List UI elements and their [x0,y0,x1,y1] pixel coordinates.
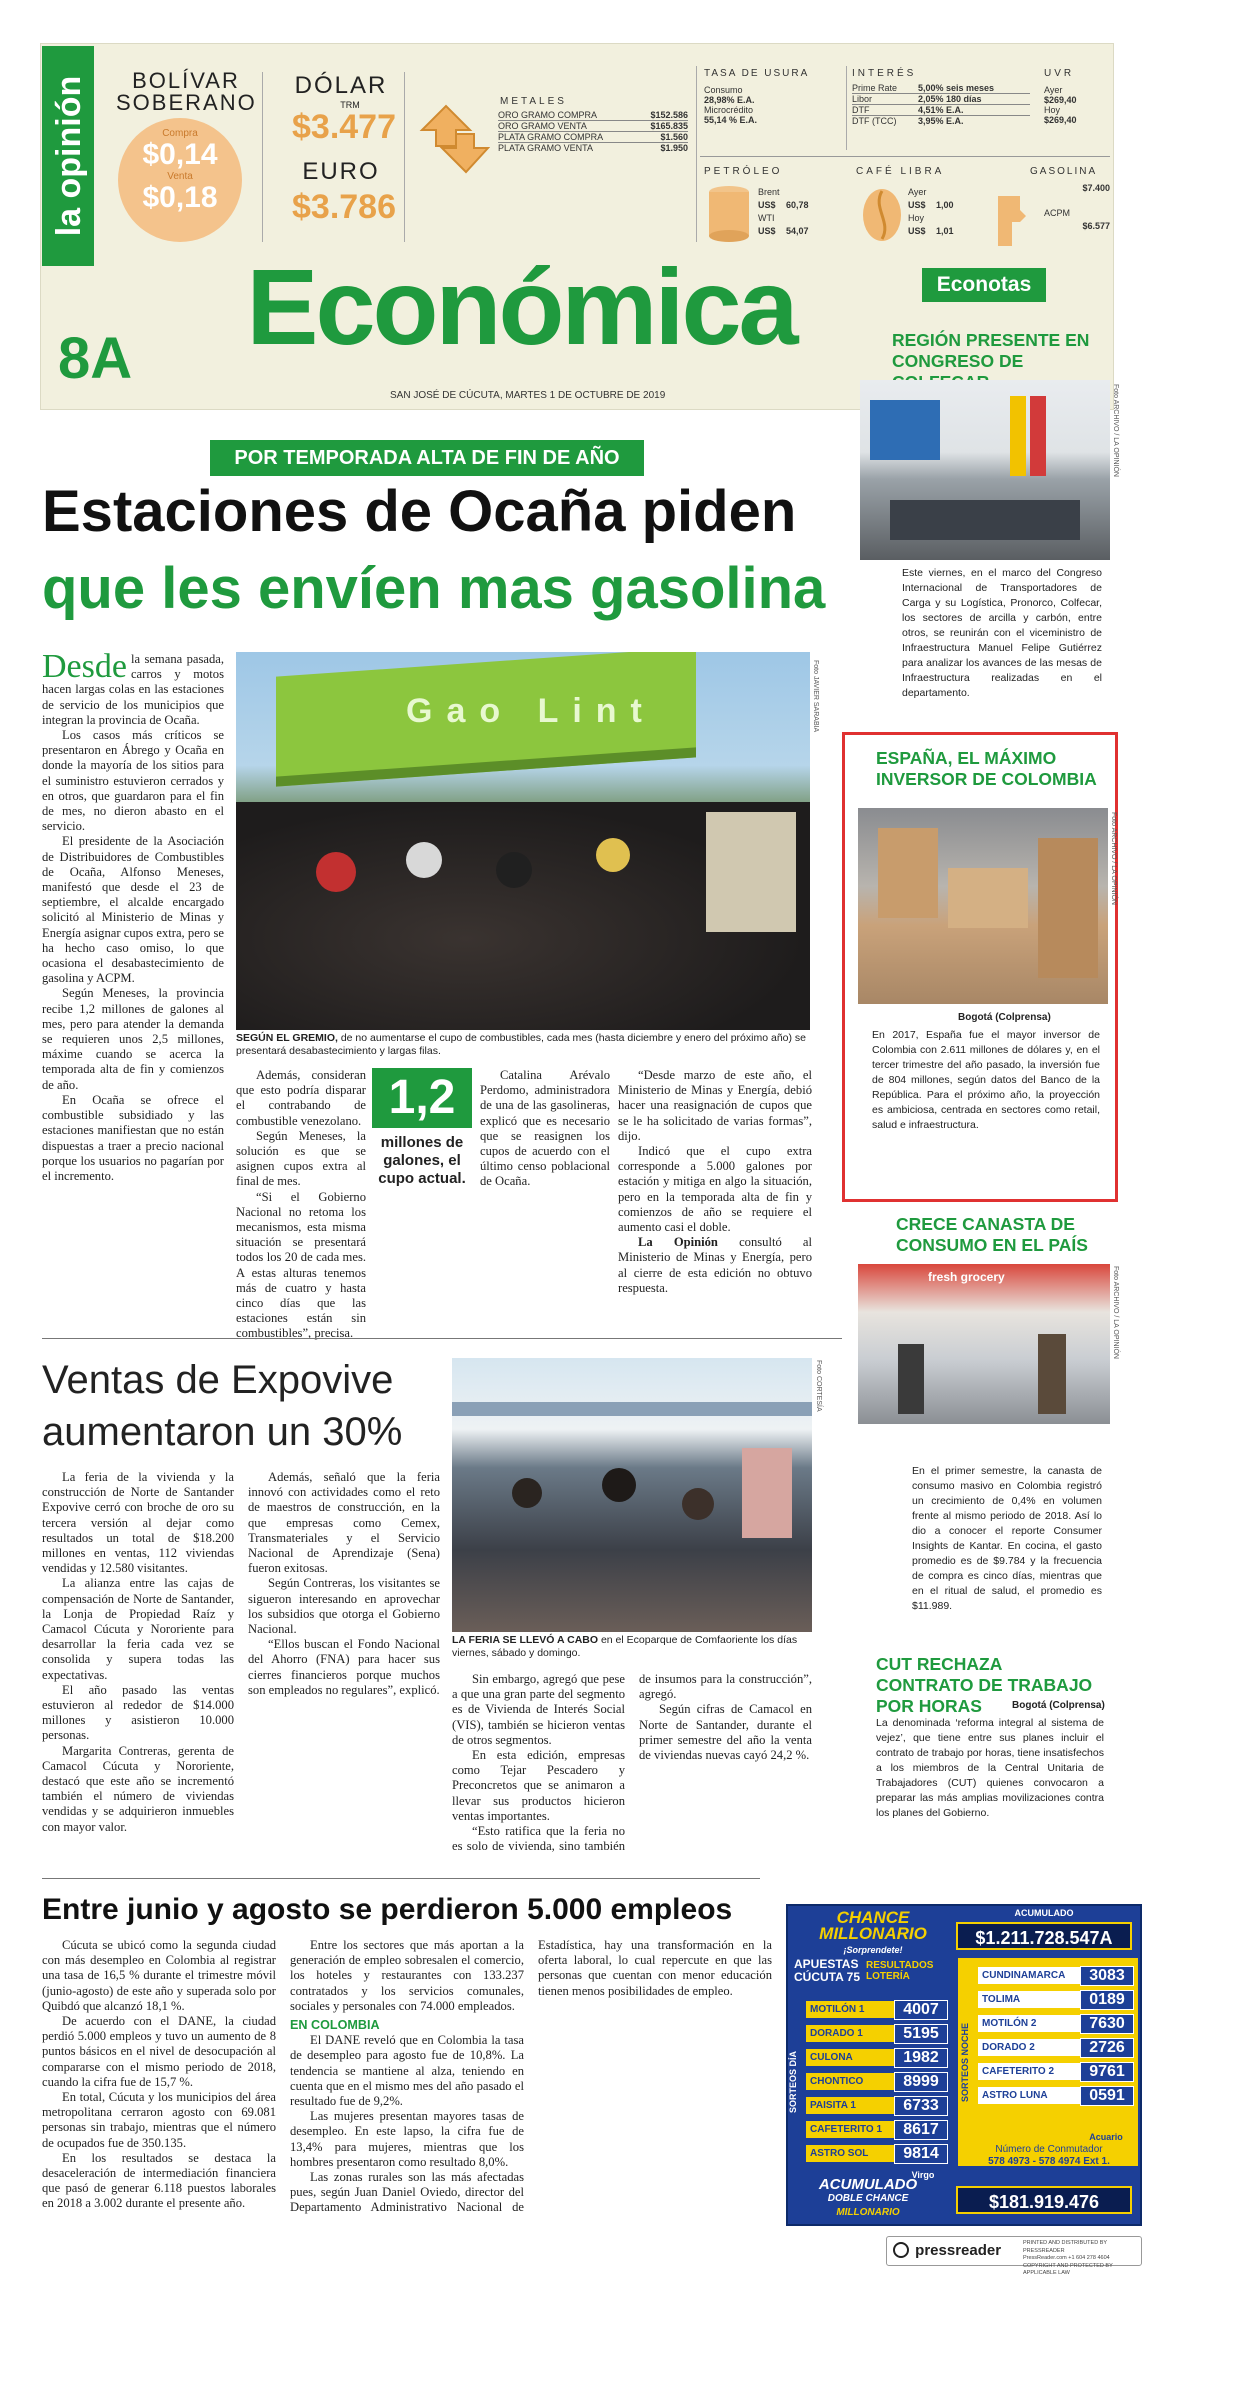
lottery-conmutador: Número de Conmutador 578 4973 - 578 4974 Ext 1. [988,2144,1110,2167]
kicker: POR TEMPORADA ALTA DE FIN DE AÑO [210,440,644,476]
stat-value: 1,2 [372,1068,472,1128]
empleo-subhead: EN COLOMBIA [290,2018,380,2033]
night-number: 7630 [1080,2014,1134,2034]
econota-1-title: REGIÓN PRESENTE EN CONGRESO DE [892,330,1090,371]
lottery-night-label: SORTEOS NOCHE [960,2022,970,2102]
gasolina-title: GASOLINA [1030,166,1098,177]
up-down-arrows-icon [412,100,490,178]
divider [42,1338,842,1339]
day-row [806,2070,948,2093]
divider [696,66,697,242]
night-number: 0591 [1080,2086,1134,2106]
coffee-bean-icon [860,186,904,244]
metales-table: ORO GRAMO COMPRA $152.586 ORO GRAMO VENTA $165.835 PLATA GRAMO COMPRA $1.560 PLATA GRAMO VENTA $1.950 [498,110,688,153]
econota-2-title: ESPAÑA, EL MÁXIMO INVERSOR DE COLOMBIA [876,748,1097,789]
day-number: 8617 [894,2120,948,2140]
day-name: ASTRO SOL [806,2145,894,2162]
econota-4-title: CUT RECHAZA CONTRATO DE TRABAJO POR HORAS [876,1654,1093,1716]
cafe-values: Ayer US$ 1,00 Hoy US$ 1,01 [908,187,954,236]
econota-1-photo [860,380,1110,560]
dropcap: Desde [42,648,127,685]
expovive-caption: LA FERIA SE LLEVÓ A CABO en el Ecoparque de Comfaoriente los días viernes, sábado y domingo. [452,1634,798,1659]
headline-line2: que les envíen mas gasolina [42,556,826,621]
dolar-title: DÓLAR [294,72,388,99]
gas-station-photo [236,652,810,1030]
lottery-day-sign: Virgo [911,2170,935,2180]
pressreader-info: PRINTED AND DISTRIBUTED BY PRESSREADER PressReader.com +1 604 278 4604 COPYRIGHT AND PROTECTED BY APPLICABLE LAW [1023,2240,1113,2276]
day-name: DORADO 1 [806,2025,894,2042]
lottery-night-table [978,1964,1134,2108]
day-name: CULONA [806,2049,894,2066]
metales-title: METALES [500,96,567,107]
euro-value: $3.786 [292,188,396,226]
station-sign: Gao Lint [406,692,656,730]
day-row [806,2022,948,2045]
lottery-results-label: RESULTADOS LOTERÍA [866,1960,934,1982]
econota-3-title: CRECE CANASTA DE CONSUMO EN EL PAÍS [896,1214,1088,1255]
day-number: 5195 [894,2024,948,2044]
photo-credit: Foto JAVIER SARABIA [812,660,819,733]
uvr-box: UVR Ayer $269,40 Hoy $269,40 [1044,68,1077,125]
lottery-ad [786,1904,1142,2226]
stat-box [372,1068,472,1224]
dateline: SAN JOSÉ DE CÚCUTA, MARTES 1 DE OCTUBRE DE 2019 [390,390,666,401]
usura-box: TASA DE USURA Consumo 28,98% E.A. Microcrédito 55,14 % E.A. [704,68,810,125]
divider [262,72,263,242]
night-row [978,1988,1134,2011]
day-row [806,2142,948,2165]
divider [42,1878,760,1879]
day-row [806,2046,948,2069]
fuel-nozzle-icon [990,192,1030,248]
pressreader-icon [893,2242,909,2258]
econota-3-credit: Foto ARCHIVO / LA OPINIÓN [1112,1266,1119,1359]
night-name: ASTRO LUNA [978,2087,1080,2104]
bolivar-badge: Compra $0,14 Venta $0,18 [118,118,242,242]
divider [700,156,1110,157]
page-number: 8A [58,326,133,391]
bolivar-title: BOLÍVAR SOBERANO [116,68,257,115]
econota-2-credit: Foto ARCHIVO / LA OPINIÓN [1110,812,1117,905]
main-story-col4: “Desde marzo de este año, el Ministerio de Minas y Energía, debió hacer una reasignación de cupos que se le ha solicitado de varias formas”, dijo. Indicó que el cupo extra corresponde a 5.000 galones por estación y mitiga en algo la situación, pero en la temporada alta de fin y comienzos de año se requiere el aumento casi el doble. La Opinión consultó al Ministerio de Minas y Energía, pero al cierre de esta edición no obtuvo respuesta. [618,1068,812,1295]
expovive-right-columns: Sin embargo, agregó que pese a que una gran parte del segmento es de Vivienda de Interés Social (VIS), también se hicieron ventas de otros segmentos. En esta edición, empresas como Tejar Pescadero y Preconcretos que se animaron a llevar sus productos hicieron ventas importantes. “Esto ratifica que la feria no es solo de vivienda, sino también de insumos para la construcción”, agregó. Según cifras de Camacol en Norte de Santander, durante el primer semestre del año la venta de viviendas nuevas cayó 24,2 %. [452,1672,812,1854]
brand-logo [42,46,94,266]
expovive-left-columns: La feria de la vivienda y la construcción de Norte de Santander Expovive cerró con broche de oro su tercera versión al dejar como resultados un total de $18.200 millones en ventas, 112 viviendas vendidas y 12.580 visitantes. La alianza entre las cajas de compensación de Norte de Santander, la Lonja de Propiedad Raíz y Camacol Cúcuta y Nororiente para desarrollar la feria cada vez se consolida y supera todas las expectativas. El año pasado las ventas estuvieron al rededor de $14.000 millones y asistieron 10.000 personas. Margarita Contreras, gerenta de Camacol Cúcuta y Nororiente, destacó que este año se incrementó también el número de viviendas vendidas y se adquirieron inmuebles con mayor valor. Además, señaló que la feria innovó con actividades como el reto de maestros de construcción, en la que empresas como Cemex, Transmateriales y el Servicio Nacional de Aprendizaje (Sena) fueron exitosas. Según Contreras, los visitantes se sigueron interesando en aprovechar los subsidios que otorga el Gobierno Nacional. “Ellos buscan el Fondo Nacional del Ahorro (FNA) para hacer sus cierres financieros porque muchos son empleados no regulares”, explicó. [42,1470,440,1834]
divider [404,72,405,242]
expovive-photo [452,1358,812,1632]
store-sign: fresh grocery [928,1270,1005,1284]
brand-name: la opinión [50,75,88,237]
day-row [806,2118,948,2141]
lottery-apuestas: APUESTAS CÚCUTA 75 [794,1957,861,1984]
day-number: 6733 [894,2096,948,2116]
night-row [978,2036,1134,2059]
dolar-value: $3.477 [292,108,396,146]
econota-4-text: La denominada ‘reforma integral al sistema de vejez’, que tiene entre sus planes incluir el contrato de trabajo por horas, tiene insatisfechos a los miembros de la Central Unitaria de Trabajadores (CUT) quienes convocaron a preparar las más amplias movilizaciones contra los planes del Gobierno. [876,1717,1104,1819]
lottery-day-label: SORTEOS DÍA [788,2051,798,2114]
econota-4-source: Bogotá (Colprensa) [1012,1700,1105,1711]
photo-caption: SEGÚN EL GREMIO, de no aumentarse el cupo de combustibles, cada mes (hasta diciembre y enero del próximo año) se presentará desabastecimiento y largas filas. [236,1032,806,1057]
stat-label: millones de galones, el cupo actual. [378,1134,466,1187]
night-name: TOLIMA [978,1991,1080,2008]
night-row [978,2060,1134,2083]
interes-box: INTERÉS Prime Rate 5,00% seis meses Libor 2,05% 180 días DTF 4,51% E.A. DTF (TCC) 3,95% E.A. [852,68,1030,126]
night-name: MOTILÓN 2 [978,2015,1080,2032]
petroleo-values: Brent US$ 60,78 WTI US$ 54,07 [758,187,809,236]
main-story-left-column: Desde la semana pasada, carros y motos hacen largas colas en las estaciones de servicio de los municipios que integran la provincia de Ocaña. Los casos más críticos se presentaron en Ábrego y Ocaña en donde la mayoría de los sitios para el suministro estuvieron cerrados y en otros, que guardaron para el fin de mes, no dieron abasto en el servicio. El presidente de la Asociación de Distribuidores de Combustibles de Ocaña, Alfonso Meneses, manifestó que desde el 23 de septiembre, el alcalde encargado solicitó al Ministerio de Minas y Energía asignar cupos extra, pero se ha hecho caso omiso, lo que ocasiona el desabastecimiento de gasolina y ACPM. Según Meneses, la provincia recibe 1,2 millones de galones al mes, pero para atender la demanda se requieren unos 2,5 millones, máxime cuando se acerca la temporada alta de fin y comienzos de año. En Ocaña se ofrece el combustible subsidiado y las estaciones manifiestan que no están dispuestas a traer a precio nacional porque los usuarios no pagarían por el incremento. [42,648,224,1183]
day-name: PAISITA 1 [806,2097,894,2114]
cafe-title: CAFÉ LIBRA [856,166,945,177]
petroleo-title: PETRÓLEO [704,166,783,177]
day-row [806,2094,948,2117]
night-name: CAFETERITO 2 [978,2063,1080,2080]
day-number: 4007 [894,2000,948,2020]
gasolina-values: $7.400 ACPM $6.577 [1044,183,1110,231]
econota-1-credit: Foto ARCHIVO / LA OPINIÓN [1112,384,1119,477]
day-number: 8999 [894,2072,948,2092]
night-row [978,2084,1134,2107]
day-name: CAFETERITO 1 [806,2121,894,2138]
lottery-night-sign: Acuario [1089,2132,1123,2142]
lottery-acum-label: ACUMULADO [1014,1908,1074,1918]
night-row [978,1964,1134,1987]
night-name: CUNDINAMARCA [978,1967,1080,1984]
econota-2-photo [858,808,1108,1004]
day-name: MOTILÓN 1 [806,2001,894,2018]
lottery-bottom-value: $181.919.476 [956,2186,1132,2214]
day-number: 1982 [894,2048,948,2068]
lottery-day-table [806,1998,948,2166]
econota-3-photo [858,1264,1110,1424]
day-row [806,1998,948,2021]
econota-2-source: Bogotá (Colprensa) [958,1012,1051,1023]
dolar-sub: TRM [340,100,360,110]
day-number: 9814 [894,2144,948,2164]
econota-2-text: En 2017, España fue el mayor inversor de Colombia con 2.611 millones de dólares y, en el tercer trimestre del año pasado, la inversión fue de 804 millones, según datos del Banco de la República. Para el próximo año, la proyección es ambiciosa, centrada en sectores como retail, salud e infraestructura. [872,1029,1100,1131]
econota-3-text: En el primer semestre, la canasta de consumo masivo en Colombia registró un crecimiento de 0,4% en volumen frente al mismo periodo de 2018. Así lo dio a conocer el reporte Consumer Insights de Kantar. En cocina, el gasto promedio es de $9.784 y la frecuencia de compra es cinco días, mientras que en el ritual de salud, el promedio es $11.989. [912,1465,1102,1612]
headline-line1: Estaciones de Ocaña piden [42,479,797,544]
night-number: 0189 [1080,1990,1134,2010]
pressreader-logo: pressreader [893,2242,1001,2259]
night-number: 9761 [1080,2062,1134,2082]
night-number: 3083 [1080,1966,1134,1986]
lottery-acum-value: $1.211.728.547A [956,1922,1132,1950]
lottery-bottom-label: ACUMULADO DOBLE CHANCE MILLONARIO [818,2176,918,2218]
section-title: Económica [246,246,796,367]
main-story-col3: Catalina Arévalo Perdomo, administradora de una de las gasolineras, explicó que es necesario que se reasignen los cupos de acuerdo con el último censo poblacional de Ocaña. [480,1068,610,1189]
empleo-columns: Cúcuta se ubicó como la segunda ciudad con más desempleo en Colombia al registrar una tasa de 16,5 % durante el trimestre móvil (junio-agosto) de este año y superada solo por Quibdó que alcanzó 18,1 %. De acuerdo con el DANE, la ciudad perdió 5.000 empleos y tuvo un aumento de 8 puntos básicos en el nivel de desocupación al compararse con el mismo periodo de 2018, cuando la cifra fue de 15,7 %. En total, Cúcuta y los municipios del área metropolitana cerraron agosto con 69.081 personas sin trabajo, mientras que el número de ocupados fue de 350.135. En los resultados se destaca la desaceleración de intermediación financiera que pasó de generar 6.118 puestos laborales en 2018 a 3.002 durante el presente año. Entre los sectores que más aportan a la generación de empleo sobresalen el comercio, los hoteles y restaurantes con 133.237 contratados y los servicios comunales, sociales y personales con 74.000 empleados. EN COLOMBIA El DANE reveló que en Colombia la tasa de desempleo para agosto fue de 10,8%. La tendencia se mantiene al alza, teniendo en cuenta que en el mismo mes del año pasado el resultado fue de 9,2%. Las mujeres presentan mayores tasas de desempleo. En este lapso, la cifra fue de 13,4% para mujeres, mientras que los hombres presentaron como resultado 8,0%. Las zonas rurales son las más afectadas pues, según Juan Daniel Oviedo, director del Departamento Administrativo Nacional de Estadística, hay una transformación en la oferta laboral, lo cual repercute en que las personas que cuentan con menor educación tienen menos posibilidades de empleo. [42,1938,772,2215]
lottery-brand: CHANCE MILLONARIO ¡Sorprendete! [819,1908,927,1955]
expovive-headline: Ventas de Expovive aumentaron un 30% [42,1358,403,1454]
night-number: 2726 [1080,2038,1134,2058]
econotas-header: Econotas [922,268,1046,302]
expovive-photo-credit: Foto CORTESÍA [815,1360,822,1412]
main-story-col2: Además, consideran que esto podría disparar el contrabando de combustible venezolano. Según Meneses, la solución es que se asignen cupos extra al final de mes. “Si el Gobierno Nacional no retoma los mecanismos, esta misma situación se presentará todos los 20 de cada mes. A estas alturas tenemos más de cuatro y hasta cinco días que las estaciones están sin combustibles”, precisa. [236,1068,366,1341]
pressreader-badge [886,2236,1142,2276]
empleo-headline: Entre junio y agosto se perdieron 5.000 empleos [42,1893,733,1926]
euro-title: EURO [302,158,380,185]
divider [846,66,847,150]
night-name: DORADO 2 [978,2039,1080,2056]
night-row [978,2012,1134,2035]
day-name: CHONTICO [806,2073,894,2090]
oil-barrel-icon [706,184,752,244]
econota-1-text: Este viernes, en el marco del Congreso Internacional de Transportadores de Carga y su Logística, Pronorco, Colfecar, los sectores de arcilla y carbón, entre otros, se reunirán con el viceministro de Infraestructura Manuel Felipe Gutiérrez para analizar los avances de las mesas de Infraestructura realizadas en el departamento. [902,567,1102,699]
